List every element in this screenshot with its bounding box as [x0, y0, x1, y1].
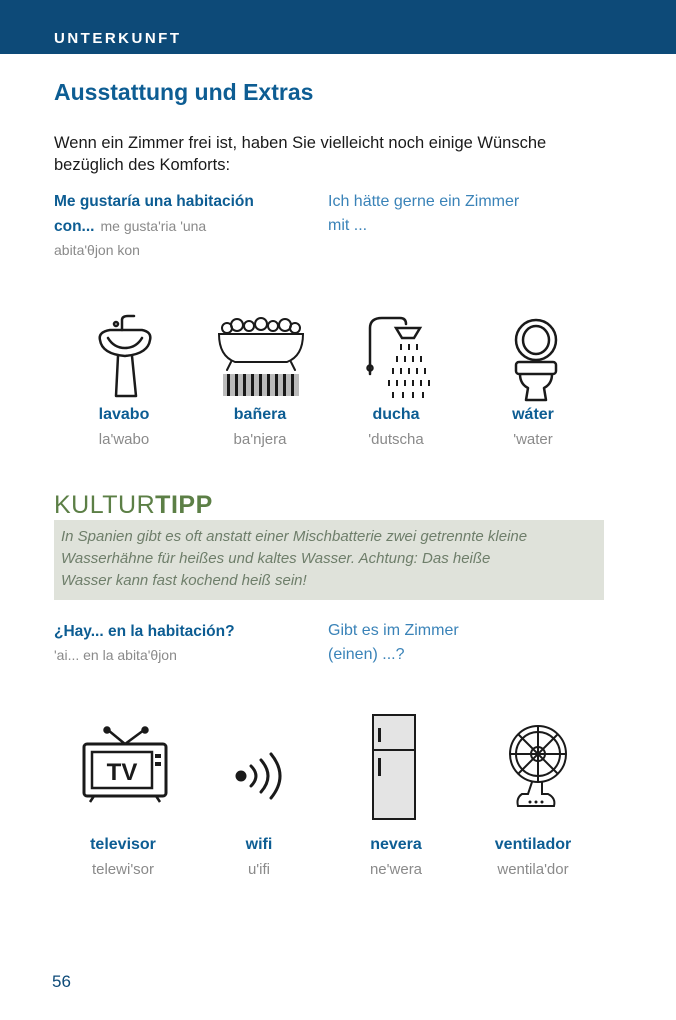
- phon-wifi: u'ifi: [247, 861, 271, 878]
- word-nevera: nevera: [370, 836, 422, 853]
- phon-ventilador: wentila'dor: [497, 861, 569, 878]
- tv-icon-label: TV: [106, 759, 138, 786]
- phon-banera: ba'njera: [233, 431, 287, 448]
- phrase1-phonetic-line2: abita'θjon kon: [54, 242, 140, 258]
- kulturtipp-title-light: KULTUR: [54, 491, 156, 519]
- page-number: 56: [52, 972, 71, 991]
- phon-nevera: ne'wera: [369, 861, 423, 878]
- phrase2-spanish: ¿Hay... en la habitación?: [54, 623, 235, 640]
- word-ducha: ducha: [372, 406, 420, 423]
- word-ventilador: ventilador: [494, 836, 572, 853]
- phon-lavabo: la'wabo: [98, 431, 150, 448]
- word-lavabo: lavabo: [98, 406, 150, 423]
- bathtub-icon: [213, 316, 309, 398]
- kulturtipp-box: [54, 520, 604, 600]
- intro-text: Wenn ein Zimmer frei ist, haben Sie vielleicht noch einige Wünsche bezüglich des Komforts:: [54, 134, 547, 174]
- phrase2-phonetic: 'ai... en la abita'θjon: [54, 647, 177, 663]
- word-wifi: wifi: [245, 836, 273, 853]
- kulturtipp-title-bold: TIPP: [155, 491, 213, 519]
- phon-water: 'water: [513, 431, 553, 448]
- kulturtipp-line3: Wasser kann fast kochend heiß sein!: [61, 572, 307, 589]
- phrase2-german-line1: Gibt es im Zimmer: [328, 622, 459, 639]
- word-televisor: televisor: [90, 836, 156, 853]
- kulturtipp-line1: In Spanien gibt es oft anstatt einer Mischbatterie zwei getrennte kleine: [61, 528, 528, 545]
- phrase1-spanish-line1: Me gustaría una habitación: [54, 193, 254, 210]
- kulturtipp-title: [54, 491, 213, 520]
- word-water: wáter: [512, 406, 554, 423]
- phon-televisor: telewi'sor: [91, 861, 155, 878]
- kulturtipp-text: [61, 526, 601, 592]
- sink-icon: [94, 312, 156, 402]
- wifi-icon: [231, 752, 289, 800]
- phon-ducha: 'dutscha: [368, 431, 424, 448]
- fridge-icon: [370, 712, 418, 822]
- phrase1-phonetic-line1: me gusta'ria 'una: [100, 218, 207, 234]
- phrase1-spanish-line2: [54, 214, 206, 239]
- kulturtipp-line2: Wasserhähne für heißes und kaltes Wasser. Achtung: Das heiße: [61, 550, 491, 567]
- phrase1-german-line1: Ich hätte gerne ein Zimmer: [328, 193, 520, 210]
- section-label: UNTERKUNFT: [54, 30, 182, 47]
- phrase2-german-line2: (einen) ...?: [328, 646, 405, 663]
- toilet-icon: [508, 316, 564, 404]
- header-bar: [0, 0, 676, 54]
- phrase1-spanish-con: con...: [54, 218, 95, 235]
- phrase1-german-line2: mit ...: [328, 217, 368, 234]
- page-title: Ausstattung und Extras: [54, 79, 314, 105]
- shower-icon: [362, 314, 434, 400]
- word-banera: bañera: [233, 406, 287, 423]
- tv-icon: [80, 726, 170, 804]
- fan-icon: [502, 722, 568, 814]
